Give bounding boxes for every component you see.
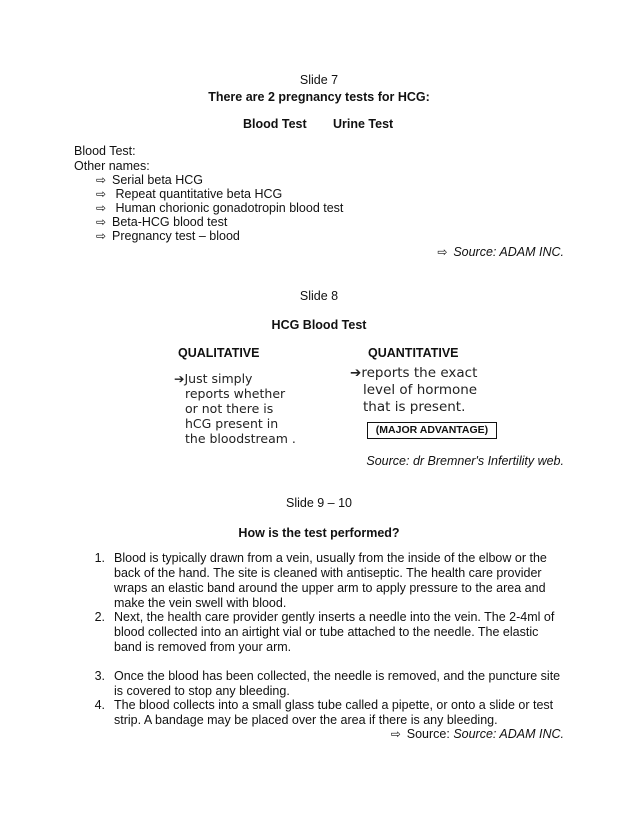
list-item-text: Repeat quantitative beta HCG <box>112 187 283 201</box>
blood-test-label: Blood Test: <box>74 144 136 158</box>
slide9-source <box>391 727 564 742</box>
source-text: Source: ADAM INC. <box>453 245 564 259</box>
list-item <box>96 187 282 202</box>
blood-test-column-label: Blood Test <box>243 117 307 131</box>
arrow-icon: ➔ <box>350 365 362 381</box>
arrow-icon: ➔ <box>174 371 185 386</box>
slide8-source: Source: dr Bremner's Infertility web. <box>366 454 564 468</box>
quantitative-label: QUANTITATIVE <box>368 346 459 360</box>
arrow-icon: ⇨ <box>96 187 107 201</box>
quantitative-description <box>350 365 477 416</box>
qualitative-line: or not there is <box>185 401 274 416</box>
slide9-heading: Slide 9 – 10 <box>285 496 353 510</box>
step-number: 3. <box>94 669 105 683</box>
slide7-title: There are 2 pregnancy tests for HCG: <box>208 90 430 104</box>
arrow-icon: ⇨ <box>96 229 107 243</box>
slide7-source <box>437 245 564 260</box>
step-text: Blood is typically drawn from a vein, usually from the inside of the elbow or the back of the hand. The site is cleaned with antiseptic. The health care provider wraps an elastic band around the upper arm to apply pressure to the area and make the vein swell with blood. <box>114 551 547 610</box>
qualitative-line: hCG present in <box>185 416 279 431</box>
list-item <box>96 173 203 188</box>
source-text: Source: ADAM INC. <box>453 727 564 741</box>
qualitative-line: the bloodstream . <box>185 431 296 446</box>
arrow-icon: ⇨ <box>96 173 107 187</box>
step-number: 2. <box>94 610 105 624</box>
step-text: The blood collects into a small glass tube called a pipette, or onto a slide or test strip. A bandage may be placed over the area if there is any bleeding. <box>114 698 554 727</box>
slide8-heading: Slide 8 <box>299 289 339 303</box>
source-prefix: Source: <box>406 727 454 741</box>
qualitative-line: ➔Just simply <box>174 371 253 386</box>
list-item-text: Beta-HCG blood test <box>112 215 228 229</box>
list-item <box>96 201 343 216</box>
slide7-heading: Slide 7 <box>299 73 339 87</box>
step-text: Next, the health care provider gently inserts a needle into the vein. The 2-4ml of blood collected into an airtight vial or tube attached to the needle. The elastic band is removed from your arm. <box>114 610 555 654</box>
quantitative-line: level of hormone <box>363 382 478 398</box>
step-number: 4. <box>94 698 105 712</box>
list-item <box>96 229 240 244</box>
qualitative-label: QUALITATIVE <box>178 346 260 360</box>
step-text: Once the blood has been collected, the needle is removed, and the puncture site is covered to stop any bleeding. <box>114 669 561 698</box>
step-number: 1. <box>94 551 105 565</box>
other-names-label: Other names: <box>74 159 150 173</box>
arrow-icon: ⇨ <box>390 727 401 741</box>
arrow-icon: ⇨ <box>437 245 448 259</box>
major-advantage-box: (MAJOR ADVANTAGE) <box>367 422 497 439</box>
quantitative-line: that is present. <box>363 399 466 415</box>
list-item-text: Serial beta HCG <box>112 173 204 187</box>
urine-test-column-label: Urine Test <box>333 117 394 131</box>
list-item <box>96 215 227 230</box>
list-item-text: Pregnancy test – blood <box>112 229 240 243</box>
slide9-title: How is the test performed? <box>238 526 400 540</box>
slide8-title: HCG Blood Test <box>271 318 367 332</box>
arrow-icon: ⇨ <box>96 201 107 215</box>
qualitative-description <box>174 371 296 446</box>
arrow-icon: ⇨ <box>96 215 107 229</box>
quantitative-line: ➔reports the exact <box>350 365 478 381</box>
qualitative-line: reports whether <box>185 386 286 401</box>
list-item-text: Human chorionic gonadotropin blood test <box>112 201 344 215</box>
